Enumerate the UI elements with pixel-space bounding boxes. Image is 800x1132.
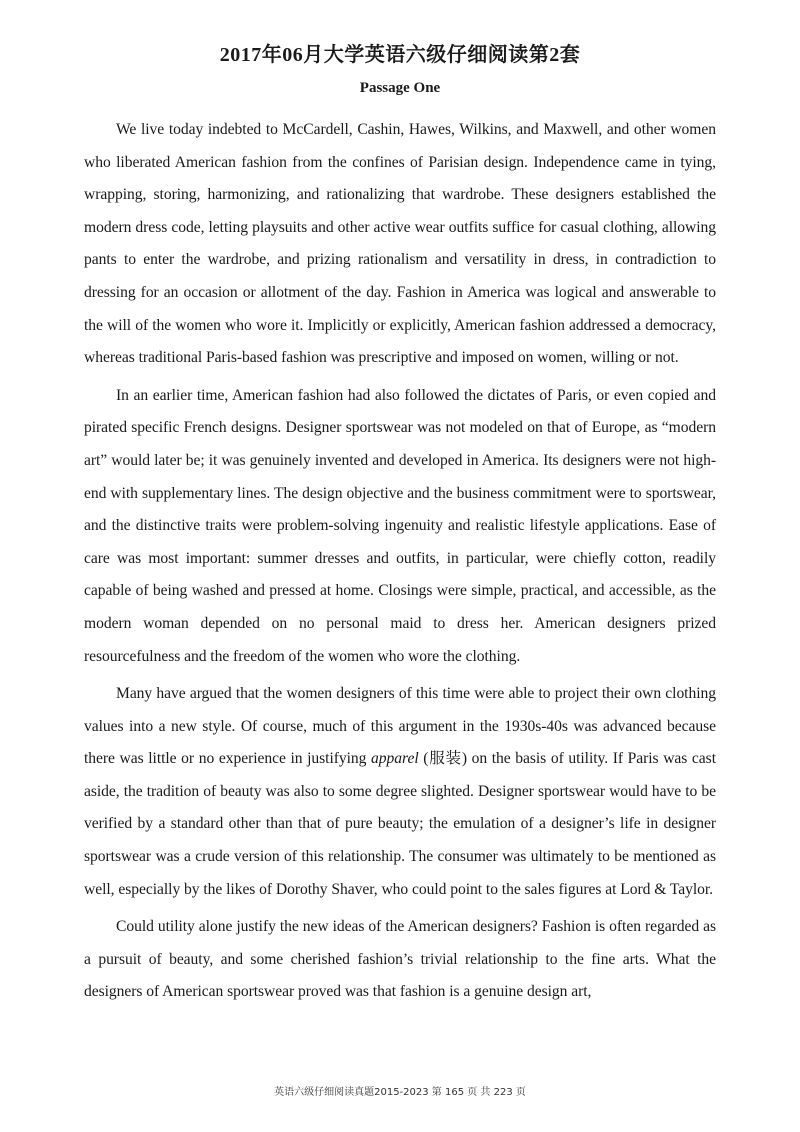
page-footer: 英语六级仔细阅读真题2015-2023 第 165 页 共 223 页 (274, 1087, 526, 1098)
paragraph-4: Could utility alone justify the new ideas of the American designers? Fashion is often regarded as a pursuit of beauty, and some cherished fashion’s trivial relationship to the fine arts. What the designers of American sportswear proved was that fashion is a genuine design art, (84, 918, 716, 1001)
paragraph-2: In an earlier time, American fashion had also followed the dictates of Paris, or even copied and pirated specific French designs. Designer sportswear was not modeled on that of Europe, as “modern art” would later be; it was genuinely invented and developed in America. Its designers were not high-end with supplementary lines. The design objective and the business commitment were to sportswear, and the distinctive traits were problem-solving ingenuity and realistic lifestyle applications. Ease of care was most important: summer dresses and outfits, in particular, were chiefly cotton, readily capable of being washed and pressed at home. Closings were simple, practical, and accessible, as the modern woman depended on no personal maid to dress her. American designers prized resourcefulness and the freedom of the women who wore the clothing. (84, 386, 716, 665)
passage-heading: Passage One (359, 80, 441, 96)
paragraph-3 (84, 678, 716, 906)
paragraph-1: We live today indebted to McCardell, Cashin, Hawes, Wilkins, and Maxwell, and other women who liberated American fashion from the confines of Parisian design. Independence came in tying, wrapping, storing, harmonizing, and rationalizing that wardrobe. These designers established the modern dress code, letting playsuits and other active wear outfits suffice for casual clothing, allowing pants to enter the wardrobe, and prizing rationalism and versatility in dress, in contradiction to dressing for an occasion or allotment of the day. Fashion in America was logical and answerable to the will of the women who wore it. Implicitly or explicitly, American fashion addressed a democracy, whereas traditional Paris-based fashion was prescriptive and imposed on women, willing or not. (84, 121, 716, 367)
page-title: 2017年06月大学英语六级仔细阅读第2套 (219, 44, 581, 66)
paragraph-3-before: Many have argued that the women designers of this time were able to project their own clothing values into a new style. Of course, much of this argument in the 1930s-40s was advanced because there was little or no experience in justifying (84, 685, 716, 768)
emphasized-term: apparel (371, 750, 419, 768)
passage-body (84, 114, 716, 1014)
paragraph-3-after: (服装) on the basis of utility. If Paris was cast aside, the tradition of beauty was also to some degree slighted. Designer sportswear would have to be verified by a standard other than that of pure beauty; the emulation of a designer’s life in designer sportswear was a crude version of this relationship. The consumer was ultimately to be mentioned as well, especially by the likes of Dorothy Shaver, who could point to the sales figures at Lord & Taylor. (84, 750, 716, 898)
